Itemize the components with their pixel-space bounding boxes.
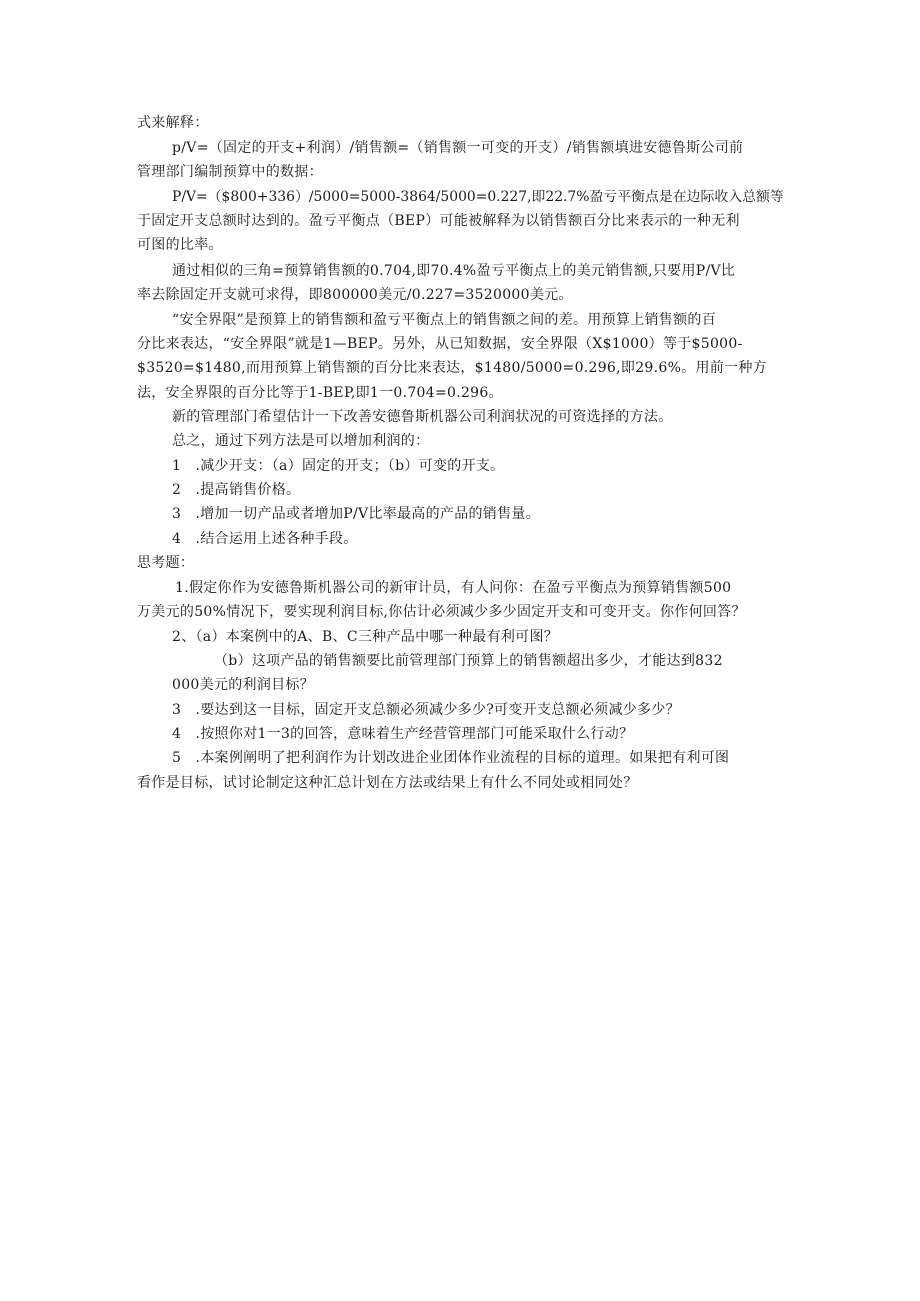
question-line: （b）这项产品的销售额要比前管理部门预算上的销售额超出多少，才能达到832 [214, 653, 723, 669]
text-line: 于固定开支总额时达到的。盈亏平衡点（BEP）可能被解释为以销售额百分比来表示的一种无利 [137, 213, 740, 229]
list-item: 2 .提高销售价格。 [172, 482, 301, 498]
question-line: 3 .要达到这一目标，固定开支总额必须减少多少?可变开支总额必须减少多少？ [172, 702, 680, 718]
text-line: 式来解释： [137, 115, 209, 131]
text-line: 新的管理部门希望估计一下改善安德鲁斯机器公司利润状况的可资选择的方法。 [172, 409, 673, 425]
text-line: P/V=（$800+336）/5000=5000-3864/5000=0.227,即22.7%盈亏平衡点是在边际收入总额等 [172, 189, 784, 205]
question-line: 万美元的50%情况下，要实现利润目标,你估计必须减少多少固定开支和可变开支。你作何回答？ [137, 604, 746, 620]
text-line: 管理部门编制预算中的数据： [137, 164, 323, 180]
list-item: 4 .结合运用上述各种手段。 [172, 531, 358, 547]
text-line: 可图的比率。 [137, 237, 223, 253]
list-item: 3 .增加一切产品或者增加P/V比率最高的产品的销售量。 [172, 506, 541, 522]
question-line: 1.假定你作为安德鲁斯机器公司的新审计员，有人问你：在盈亏平衡点为预算销售额500 [175, 580, 732, 596]
text-line: p/V=（固定的开支+利润）/销售额=（销售额一可变的开支）/销售额填进安德鲁斯公司前 [172, 140, 744, 156]
question-line: 4 .按照你对1一3的回答，意味着生产经营管理部门可能采取什么行动？ [172, 726, 634, 742]
text-line: 通过相似的三角=预算销售额的0.704,即70.4%盈亏平衡点上的美元销售额,只要用P/V比 [172, 263, 736, 279]
list-item: 1 .减少开支：（a）固定的开支；（b）可变的开支。 [172, 458, 505, 474]
question-line: 2、（a）本案例中的A、B、C三种产品中哪一种最有利可图？ [172, 629, 559, 645]
text-line: “安全界限”是预算上的销售额和盈亏平衡点上的销售额之间的差。用预算上销售额的百 [172, 312, 717, 328]
question-line: 看作是目标，试讨论制定这种汇总计划在方法或结果上有什么不同处或相同处？ [137, 775, 638, 791]
question-line: 5 .本案例阐明了把利润作为计划改进企业团体作业流程的目标的道理。如果把有利可图 [172, 750, 730, 766]
text-line: $3520=$1480,而用预算上销售额的百分比来表达，$1480/5000=0.296,即29.6%。用前一种方 [137, 360, 767, 376]
question-line: 000美元的利润目标？ [172, 677, 315, 693]
text-line: 法，安全界限的百分比等于1-BEP,即1一0.704=0.296。 [137, 385, 503, 401]
text-line: 分比来表达，“安全界限”就是1—BEP。另外，从已知数据，安全界限（X$1000）等于$5000- [137, 336, 743, 352]
section-heading: 思考题： [137, 555, 195, 571]
text-line: 总之，通过下列方法是可以增加利润的： [172, 433, 430, 449]
text-line: 率去除固定开支就可求得，即800000美元/0.227=3520000美元。 [137, 287, 573, 303]
